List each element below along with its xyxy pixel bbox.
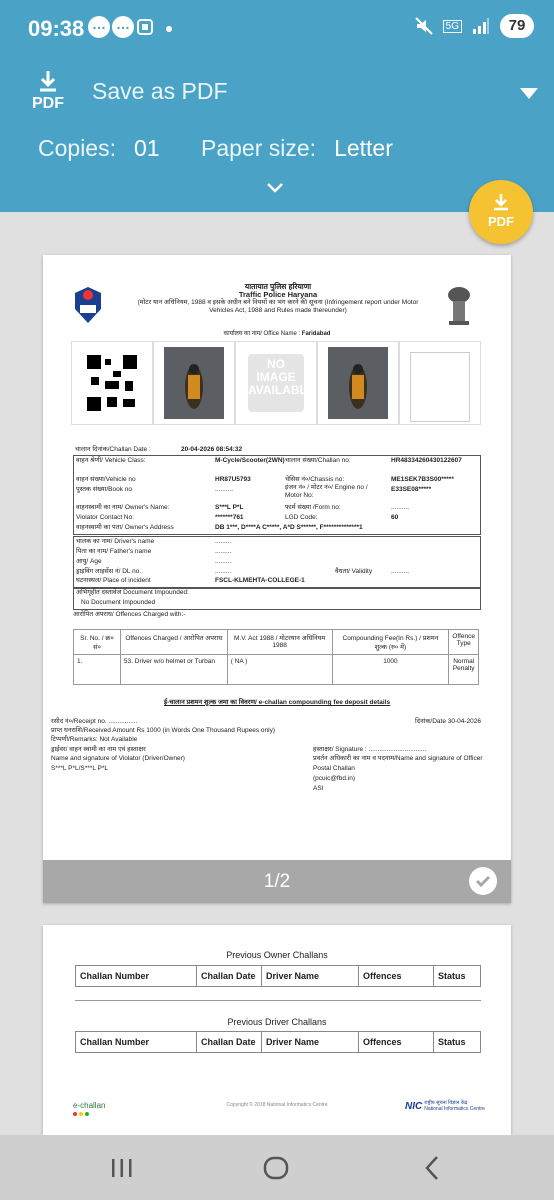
network-type: 5G [443,20,462,33]
home-icon[interactable] [263,1156,289,1180]
paper-size-option[interactable]: Paper size: Letter [201,135,393,161]
haryana-police-logo [71,285,105,325]
download-icon [491,193,511,211]
previous-owner-table: Challan Number Challan Date Driver Name Offences Status [75,965,481,987]
echallan-logo: e-challan [73,1101,105,1116]
pdf-download-icon: PDF [30,70,66,116]
vehicle-details [73,455,481,535]
preview-page-1[interactable]: यातायात पुलिस हरियाणा Traffic Police Haryana (मोटर यान अधिनियम, 1988 व इसके अधीन बने नियमों का भंग करने की सूचना (Infringement report under Motor Vehicles Act, 1988 and Rules made thereunder) कार्यालय का नाम/ Office Name : Faridabad NO IMAGE AVAILABLE चालान दिनांक/Challan Date : 20-04-2026 08:54:32 वाहन श्रेणी/ Vehicle Class: M-Cycle/Scooter(2WN) चालान संख्या/Challan no: HR48334260430122607 वाहन संख्या/Vehicle no HR87U5793 चेसिस नं०/Chassis no: ME1SEK7B3S00***** पुस्तक संख्या/Book no .......... इंजन नं० / मोटर नं०/ Engine no / Motor No: E33SE08***** वाहनस्वामी का नाम/ Owner's Name: S***L P*L फार्म संख्या /Form no: .......... Violator Contact No: *******761 LGD Code: 60 वाहनस्वामी का पता/ Owner's Address DB 1***, D****A C*****, A*D S******, F**************1 चालक का नाम/ Driver's name ......... पिता का नाम/ Father's name ......... आयु/ Age ......... ड्राइविंग लाइसेंस नं/ DL no. ......... वैधता/ Validity .......... घटनास्थल/ Place of incident FSCL-KLMEHTA-COLLEGE-1 अभिगृहीत दस्तावेज Document Impounded: No Document Impounded आरोपित अपराध/ Offences Charged with:- Sr. No. / क्र० सं० Offences Charged / आरोपित अपराध M.V. Act 1988 / मोटरयान अधिनियम 1988 Compounding Fee(In Rs.) / प्रशमन शुल्क (रु० में) Offence Type 1. 53. Driver w/o helmet or Turban ( NA ) 1000 Normal Penalty ई-चालान प्रशमन शुल्क जमा का विवरण/ e-challan compounding fee deposit details रसीद नं०/Receipt no. ................ दिनांक/Date 30-04-2026 प्राप्त धनराशि/Received Amount Rs 1000 (in Words One Thousand Rupees only) टिप्पणी/Remarks: Not Available ड्राईवर/ वाहन स्वामी का नाम एवं हस्ताक्षर Name and signature of Violator (Driver/Owner) S***L P*L/S***L P*L हस्ताक्षर/ Signature : ................................ प्रवर्तन अधिकारी का नाम व पदनाम/Name and signature of Officer Postal Challan (pcuic@fbd.in) ASI 1/2 [43,255,511,903]
download-pdf-button[interactable]: PDF [469,180,533,244]
expand-options-icon[interactable] [265,178,285,198]
violation-photo [153,341,235,425]
table-row: 1. 53. Driver w/o helmet or Turban ( NA ) 1000 Normal Penalty [74,655,479,685]
status-bar [0,0,554,60]
national-emblem-logo [445,285,473,331]
broken-image [399,341,481,425]
screenshot-icon [136,18,154,36]
page-number: 1/2 [263,871,291,892]
evidence-images [71,341,481,425]
page-selection-bar[interactable] [43,860,511,903]
battery-indicator: 79 [500,14,534,38]
divider [75,1000,481,1001]
challan-header: यातायात पुलिस हरियाणा Traffic Police Haryana (मोटर यान अधिनियम, 1988 व इसके अधीन बने नियमों का भंग करने की सूचना (Infringement report under Motor Vehicles Act, 1988 and Rules made thereunder) [137,282,419,314]
chevron-down-icon[interactable] [520,88,538,99]
previous-driver-table: Challan Number Challan Date Driver Name Offences Status [75,1031,481,1053]
paper-size-value[interactable]: Letter [334,135,393,161]
mute-icon [415,17,433,35]
nic-logo: NIC राष्ट्रीय सूचना विज्ञान केंद्र National Informatics Centre [405,1100,485,1112]
navigation-bar [0,1135,554,1200]
copies-value[interactable]: 01 [133,135,160,161]
previous-driver-title: Previous Driver Challans [227,1017,327,1027]
copies-option[interactable]: Copies: 01 [38,135,160,161]
offences-table: Sr. No. / क्र० सं० Offences Charged / आरोपित अपराध M.V. Act 1988 / मोटरयान अधिनियम 1988 Compounding Fee(In Rs.) / प्रशमन शुल्क (रु० में) Offence Type 1. 53. Driver w/o helmet or Turban ( NA ) 1000 Normal Penalty [73,629,479,685]
office-name: कार्यालय का नाम/ Office Name : Faridabad [223,331,331,337]
signal-icon [472,17,490,35]
chat-notification-icon: … [112,16,134,38]
violation-photo [317,341,399,425]
chat-notification-icon: … [88,16,110,38]
page-selected-check-icon[interactable] [469,867,497,895]
no-image-placeholder: NO IMAGE AVAILABLE [235,341,317,425]
copyright: Copyright © 2018 National Informatics Centre [226,1102,328,1108]
deposit-title: ई-चालान प्रशमन शुल्क जमा का विवरण/ e-challan compounding fee deposit details [163,699,391,706]
previous-owner-title: Previous Owner Challans [226,950,328,960]
recent-apps-icon[interactable] [110,1157,134,1179]
clock: 09:38 [28,16,85,41]
more-notifications-icon [166,26,172,32]
preview-page-2[interactable] [43,925,511,1135]
back-icon[interactable] [423,1155,441,1181]
qr-code [71,341,153,425]
destination-select[interactable]: Save as PDF [92,78,228,104]
challan-date: चालान दिनांक/Challan Date : [75,446,151,453]
